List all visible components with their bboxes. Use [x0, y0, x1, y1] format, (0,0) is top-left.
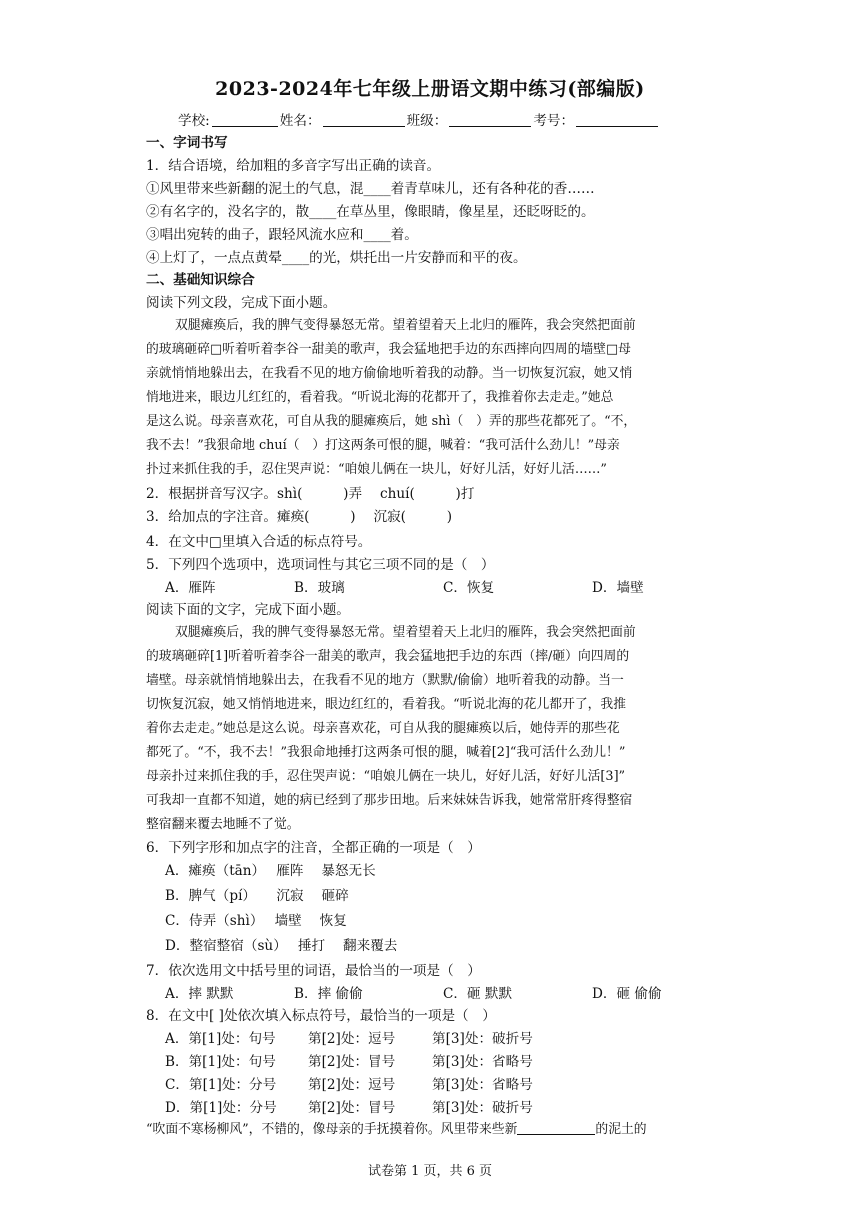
passage1-line: 的玻璃砸碎□听着听着李谷一甜美的歌声，我会猛地把手边的东西摔向四周的墙壁□母 — [146, 342, 631, 357]
passage3-text-a: “吹面不寒杨柳风”，不错的，像母亲的手抚摸着你。风里带来些新 — [146, 1122, 518, 1137]
question-7: 7．依次选用文中括号里的词语，最恰当的一项是（ ） — [146, 963, 481, 979]
passage2-line: 都死了。“不，我不去！”我狠命地捶打这两条可恨的腿，喊着[2]“我可活什么劲儿！” — [146, 745, 626, 760]
reading-intro-2: 阅读下面的文字，完成下面小题。 — [146, 602, 350, 618]
q5-option-a[interactable]: A．雁阵 — [165, 580, 216, 596]
q8-b-part2: 第[2]处：冒号 — [308, 1054, 396, 1070]
q8-d-part1: D．第[1]处：分号 — [165, 1100, 277, 1116]
q7-option-b[interactable]: B．摔 偷偷 — [294, 986, 363, 1002]
q6-option-c[interactable]: C．侍弄（shì） 墙壁 恢复 — [165, 913, 347, 929]
passage1-line: 双腿瘫痪后，我的脾气变得暴怒无常。望着望着天上北归的雁阵，我会突然把面前 — [175, 318, 636, 333]
passage1-line: 是这么说。母亲喜欢花，可自从我的腿瘫痪后，她 shì（ ）弄的那些花都死了。“不， — [146, 414, 637, 429]
q8-c-part1: C．第[1]处：分号 — [165, 1077, 277, 1093]
q5-option-c[interactable]: C．恢复 — [443, 580, 495, 596]
passage2-line: 墙壁。母亲就悄悄地躲出去，在我看不见的地方（默默/偷偷）地听着我的动静。当一 — [146, 673, 624, 688]
school-label: 学校: — [178, 113, 210, 129]
question-5: 5．下列四个选项中，选项词性与其它三项不同的是（ ） — [146, 557, 495, 573]
passage1-line: 悄地进来，眼边儿红红的，看着我。“听说北海的花都开了，我推着你去走走。”她总 — [146, 390, 614, 405]
q6-option-a[interactable]: A．瘫痪（tān） 雁阵 暴怒无长 — [165, 863, 376, 879]
passage3-text-b: 的泥土的 — [595, 1122, 647, 1137]
passage2-line: 双腿瘫痪后，我的脾气变得暴怒无常。望着望着天上北归的雁阵，我会突然把面前 — [175, 625, 636, 640]
q7-option-c[interactable]: C．砸 默默 — [443, 986, 513, 1002]
q5-option-b[interactable]: B．玻璃 — [294, 580, 345, 596]
page-title: 2023-2024年七年级上册语文期中练习(部编版) — [215, 78, 645, 100]
question-8: 8．在文中[ ]处依次填入标点符号，最恰当的一项是（ ） — [146, 1008, 496, 1024]
passage2-line: 可我却一直都不知道，她的病已经到了那步田地。后来妹妹告诉我，她常常肝疼得整宿 — [146, 793, 633, 808]
number-blank[interactable] — [576, 112, 658, 127]
passage1-line: 扑过来抓住我的手，忍住哭声说：“咱娘儿俩在一块儿，好好儿活，好好儿活……” — [146, 462, 607, 477]
q8-b-part3: 第[3]处：省略号 — [432, 1054, 533, 1070]
q1-item-3: ③唱出宛转的曲子，跟轻风流水应和____着。 — [146, 227, 418, 243]
q1-item-1: ①风里带来些新翻的泥土的气息，混____着青草味儿，还有各种花的香…… — [146, 181, 595, 197]
question-4: 4．在文中□里填入合适的标点符号。 — [146, 534, 372, 550]
q8-d-part3: 第[3]处：破折号 — [432, 1100, 533, 1116]
passage2-line: 着你去走走。”她总是这么说。母亲喜欢花，可自从我的腿瘫痪以后，她侍弄的那些花 — [146, 721, 620, 736]
passage2-line: 切恢复沉寂，她又悄悄地进来，眼边红红的，看着我。“听说北海的花儿都开了，我推 — [146, 697, 627, 712]
q6-option-b[interactable]: B．脾气（pí） 沉寂 砸碎 — [165, 888, 349, 904]
q8-b-part1: B．第[1]处：句号 — [165, 1054, 276, 1070]
q5-option-d[interactable]: D．墙壁 — [592, 580, 644, 596]
name-blank[interactable] — [323, 112, 405, 127]
q7-option-d[interactable]: D．砸 偷偷 — [592, 986, 662, 1002]
school-blank[interactable] — [212, 112, 278, 127]
question-1: 1．结合语境，给加粗的多音字写出正确的读音。 — [146, 158, 441, 174]
class-label: 班级： — [406, 113, 448, 129]
passage-3-first-line — [146, 1120, 647, 1140]
q1-item-2: ②有名字的，没名字的，散____在草丛里，像眼睛，像星星，还眨呀眨的。 — [146, 204, 595, 220]
page-footer: 试卷第 1 页，共 6 页 — [367, 1164, 493, 1179]
number-label: 考号： — [533, 113, 575, 129]
section1-heading: 一、字词书写 — [146, 135, 228, 151]
q8-c-part3: 第[3]处：省略号 — [432, 1077, 533, 1093]
q7-option-a[interactable]: A．摔 默默 — [165, 986, 234, 1002]
q8-a-part2: 第[2]处：逗号 — [308, 1031, 396, 1047]
section2-heading: 二、基础知识综合 — [146, 272, 255, 288]
question-2: 2．根据拼音写汉字。shì( )弄 chuí( )打 — [146, 486, 475, 502]
class-blank[interactable] — [449, 112, 531, 127]
q6-option-d[interactable]: D．整宿整宿（sù） 捶打 翻来覆去 — [165, 938, 398, 954]
fill-blank[interactable] — [517, 1120, 595, 1135]
question-6: 6．下列字形和加点字的注音，全都正确的一项是（ ） — [146, 840, 481, 856]
passage2-line: 整宿翻来覆去地睡不了觉。 — [146, 817, 300, 832]
passage1-line: 我不去！”我狠命地 chuí（ ）打这两条可恨的腿，喊着：“我可活什么劲儿！”母亲 — [146, 438, 620, 453]
q8-a-part1: A．第[1]处：句号 — [165, 1031, 276, 1047]
question-3: 3．给加点的字注音。瘫痪( ) 沉寂( ) — [146, 509, 453, 525]
passage2-line: 的玻璃砸碎[1]听着听着李谷一甜美的歌声，我会猛地把手边的东西（摔/砸）向四周的 — [146, 649, 630, 664]
reading-intro-1: 阅读下列文段，完成下面小题。 — [146, 295, 337, 311]
name-label: 姓名： — [279, 113, 321, 129]
passage2-line: 母亲扑过来抓住我的手，忍住哭声说：“咱娘儿俩在一块儿，好好儿活，好好儿活[3]” — [146, 769, 626, 784]
q8-d-part2: 第[2]处：冒号 — [308, 1100, 396, 1116]
student-info-line — [178, 111, 660, 131]
q1-item-4: ④上灯了，一点点黄晕____的光，烘托出一片安静而和平的夜。 — [146, 250, 527, 266]
q8-c-part2: 第[2]处：逗号 — [308, 1077, 396, 1093]
q8-a-part3: 第[3]处：破折号 — [432, 1031, 533, 1047]
passage1-line: 亲就悄悄地躲出去，在我看不见的地方偷偷地听着我的动静。当一切恢复沉寂，她又悄 — [146, 366, 633, 381]
